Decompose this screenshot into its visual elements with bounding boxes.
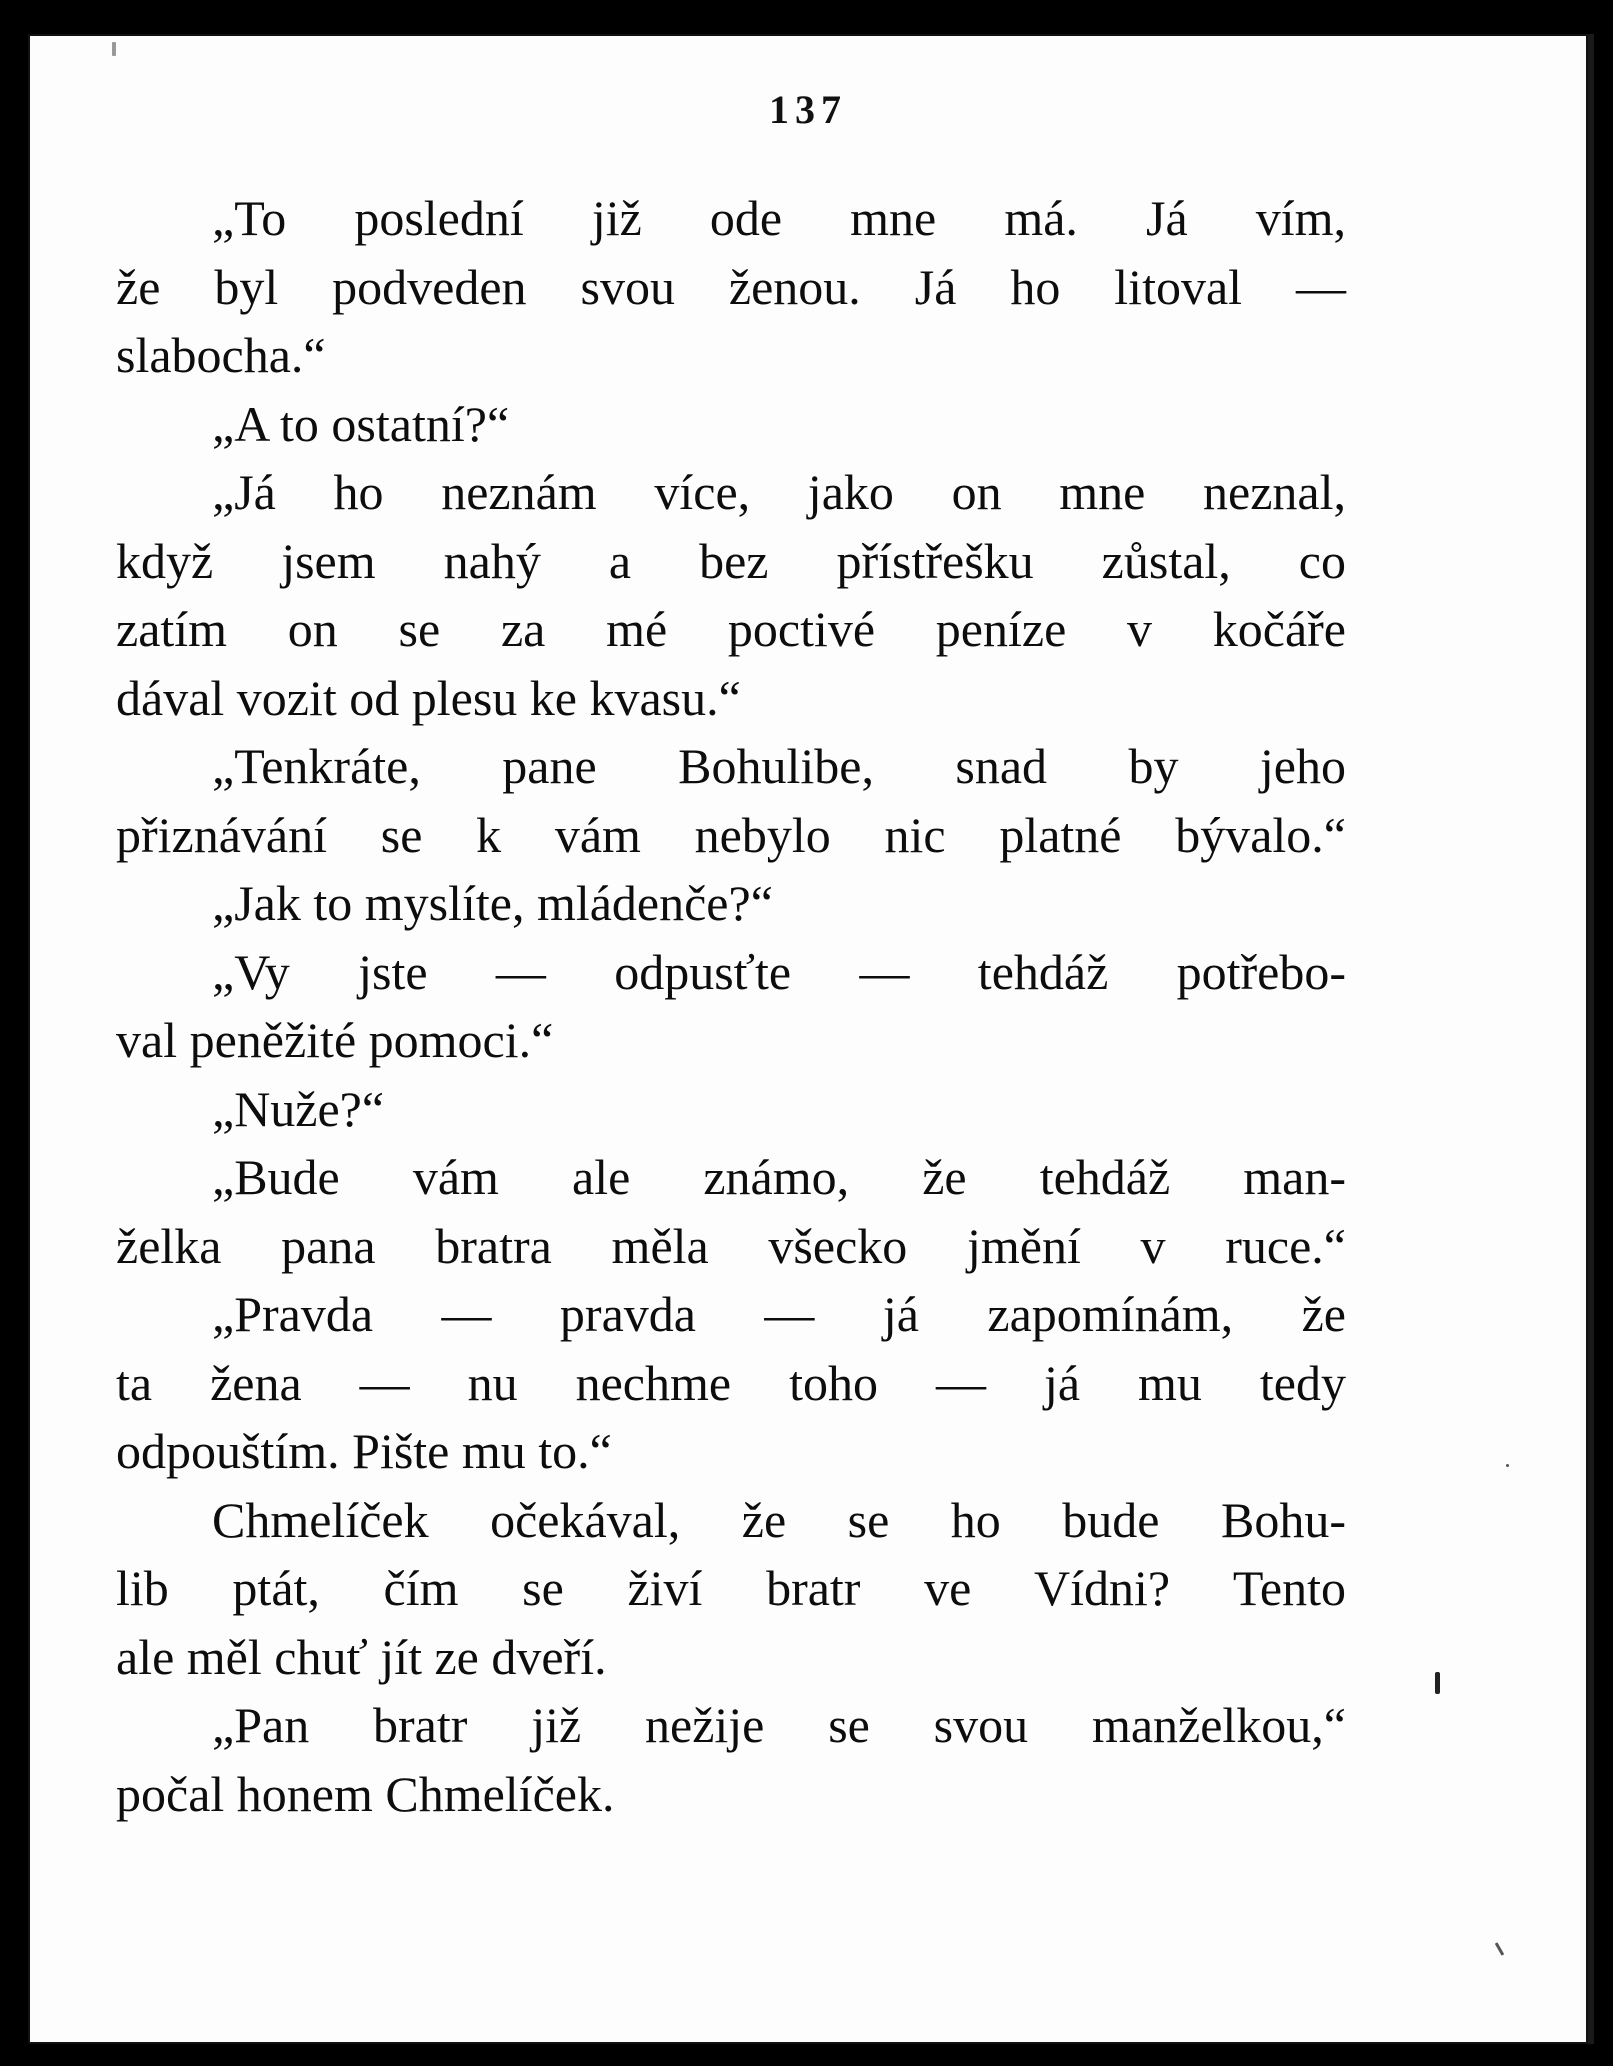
text-line: val peněžité pomoci.“ — [116, 1012, 554, 1068]
text-line: Chmelíček očekával, že se ho bude Bohu- — [212, 1491, 1346, 1548]
text-line: „A to ostatní?“ — [212, 395, 510, 452]
text-line: ale měl chuť jít ze dveří. — [116, 1628, 607, 1685]
text-line: slabocha.“ — [116, 327, 326, 383]
text-line: že byl podveden svou ženou. Já ho litoval — — [116, 258, 1346, 315]
scan-speck — [1495, 1942, 1505, 1956]
text-line: „Bude vám ale známo, že tehdáž man- — [212, 1149, 1346, 1205]
text-line: „Jak to myslíte, mládenče?“ — [212, 875, 773, 931]
text-line: „Nuže?“ — [212, 1080, 385, 1137]
text-line: odpouštím. Pište mu to.“ — [116, 1423, 612, 1479]
text-line: „Já ho neznám více, jako on mne neznal, — [212, 464, 1346, 520]
text-line: „Pravda — pravda — já zapomínám, že — [212, 1286, 1346, 1342]
text-line: zatím on se za mé poctivé peníze v kočáře — [116, 601, 1346, 657]
text-line: dával vozit od plesu ke kvasu.“ — [116, 669, 741, 726]
scan-border-top — [0, 0, 1613, 34]
text-line: lib ptát, čím se živí bratr ve Vídni? Tento — [116, 1560, 1346, 1616]
text-line: želka pana bratra měla všecko jmění v ruce.“ — [116, 1217, 1346, 1274]
text-line: „Vy jste — odpusťte — tehdáž potřebo- — [212, 943, 1346, 1000]
text-line: „To poslední již ode mne má. Já vím, — [212, 190, 1346, 246]
text-line: ta žena — nu nechme toho — já mu tedy — [116, 1354, 1346, 1411]
page-number: 137 — [769, 87, 847, 132]
scan-speck — [112, 42, 116, 56]
text-line: „Tenkráte, pane Bohulibe, snad by jeho — [212, 738, 1346, 794]
book-page — [28, 34, 1594, 2044]
text-line: přiznávání se k vám nebylo nic platné bývalo.“ — [116, 806, 1346, 863]
text-line: počal honem Chmelíček. — [116, 1765, 615, 1822]
scan-speck — [1506, 1464, 1509, 1467]
text-line: když jsem nahý a bez přístřešku zůstal, co — [116, 532, 1346, 589]
scan-border-left — [0, 0, 28, 2066]
body-text — [116, 184, 1346, 1828]
scan-speck — [1435, 1672, 1440, 1694]
text-line: „Pan bratr již nežije se svou manželkou,“ — [212, 1697, 1346, 1753]
